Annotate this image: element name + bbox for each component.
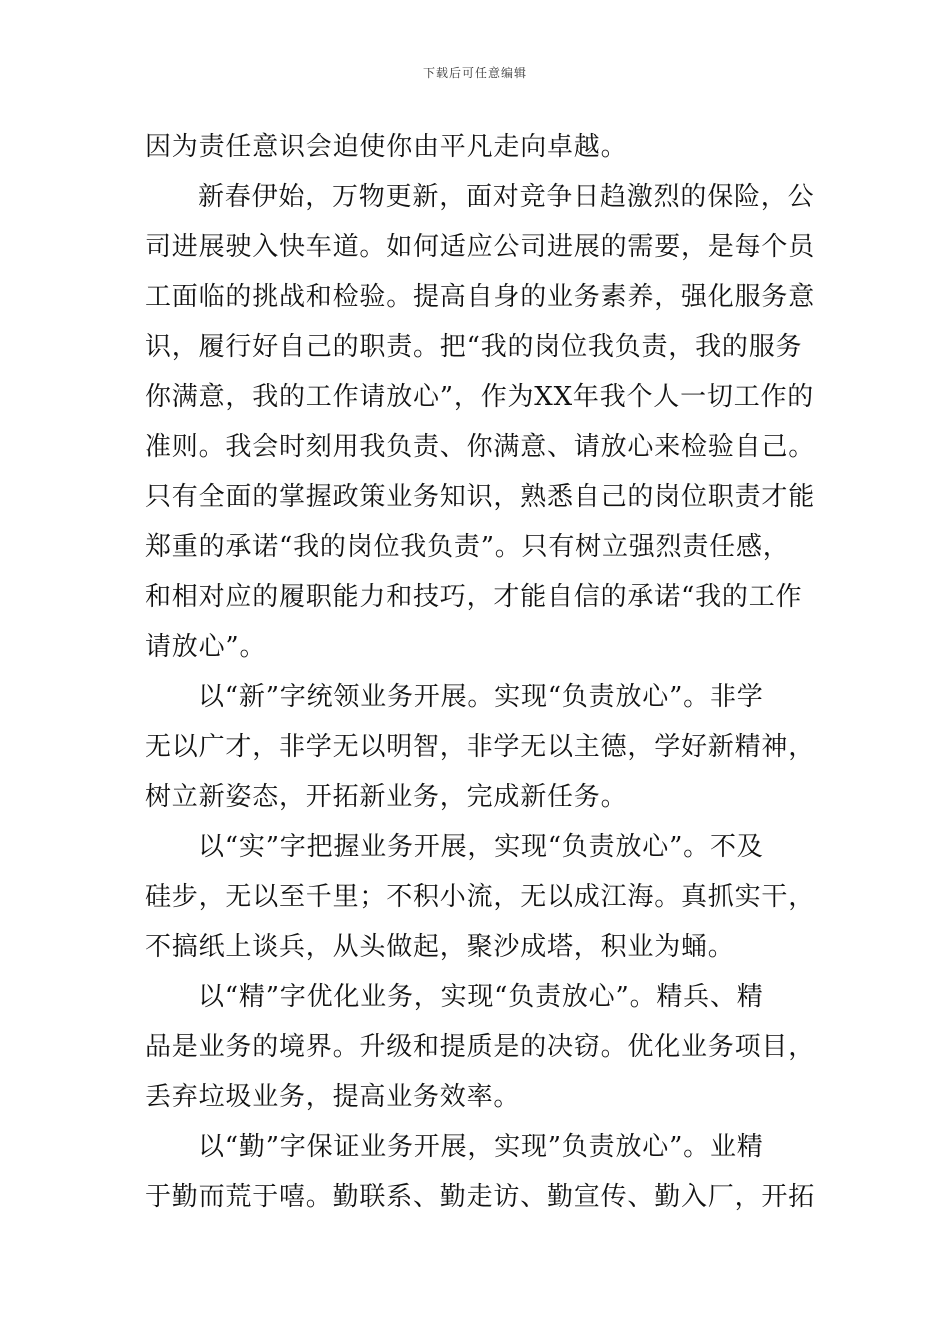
text-line: 你满意，我的工作请放心”，作为XX年我个人一切工作的 <box>145 382 815 412</box>
text-line: 新春伊始，万物更新，面对竞争日趋激烈的保险，公 <box>198 182 815 212</box>
text-line: 司进展驶入快车道。如何适应公司进展的需要，是每个员 <box>145 232 816 262</box>
document-body <box>145 122 816 1222</box>
text-line: 只有全面的掌握政策业务知识，熟悉自己的岗位职责才能 <box>145 482 816 512</box>
text-line: 请放心”。 <box>145 632 267 662</box>
text-line: 和相对应的履职能力和技巧，才能自信的承诺“我的工作 <box>145 582 803 612</box>
text-line: 以“精”字优化业务，实现“负责放心”。精兵、精 <box>198 982 764 1012</box>
text-line: 不搞纸上谈兵，从头做起，聚沙成塔，积业为蛹。 <box>145 932 735 962</box>
text-line: 以“新”字统领业务开展。实现“负责放心”。非学 <box>198 682 764 712</box>
text-line: 准则。我会时刻用我负责、你满意、请放心来检验自己。 <box>145 432 816 462</box>
text-line: 品是业务的境界。升级和提质是的决窃。优化业务项目， <box>145 1032 816 1062</box>
text-line: 郑重的承诺“我的岗位我负责”。只有树立强烈责任感， <box>145 532 790 562</box>
text-line: 工面临的挑战和检验。提高自身的业务素养，强化服务意 <box>145 282 816 312</box>
text-line: 树立新姿态，开拓新业务，完成新任务。 <box>145 782 628 812</box>
text-line: 因为责任意识会迫使你由平凡走向卓越。 <box>145 132 628 162</box>
text-line: 以“实”字把握业务开展，实现“负责放心”。不及 <box>198 832 764 862</box>
text-line: 硅步，无以至千里；不积小流，无以成江海。真抓实干， <box>145 882 816 912</box>
text-line: 丢弃垃圾业务，提高业务效率。 <box>145 1082 521 1112</box>
text-line: 于勤而荒于嘻。勤联系、勤走访、勤宣传、勤入厂，开拓 <box>145 1182 816 1212</box>
text-line: 无以广才，非学无以明智，非学无以主德，学好新精神， <box>145 732 816 762</box>
page-header: 下载后可任意编辑 <box>422 66 527 80</box>
text-line: 识，履行好自己的职责。把“我的岗位我负责，我的服务 <box>145 332 803 362</box>
text-line: 以“勤”字保证业务开展，实现”负责放心”。业精 <box>198 1132 764 1162</box>
